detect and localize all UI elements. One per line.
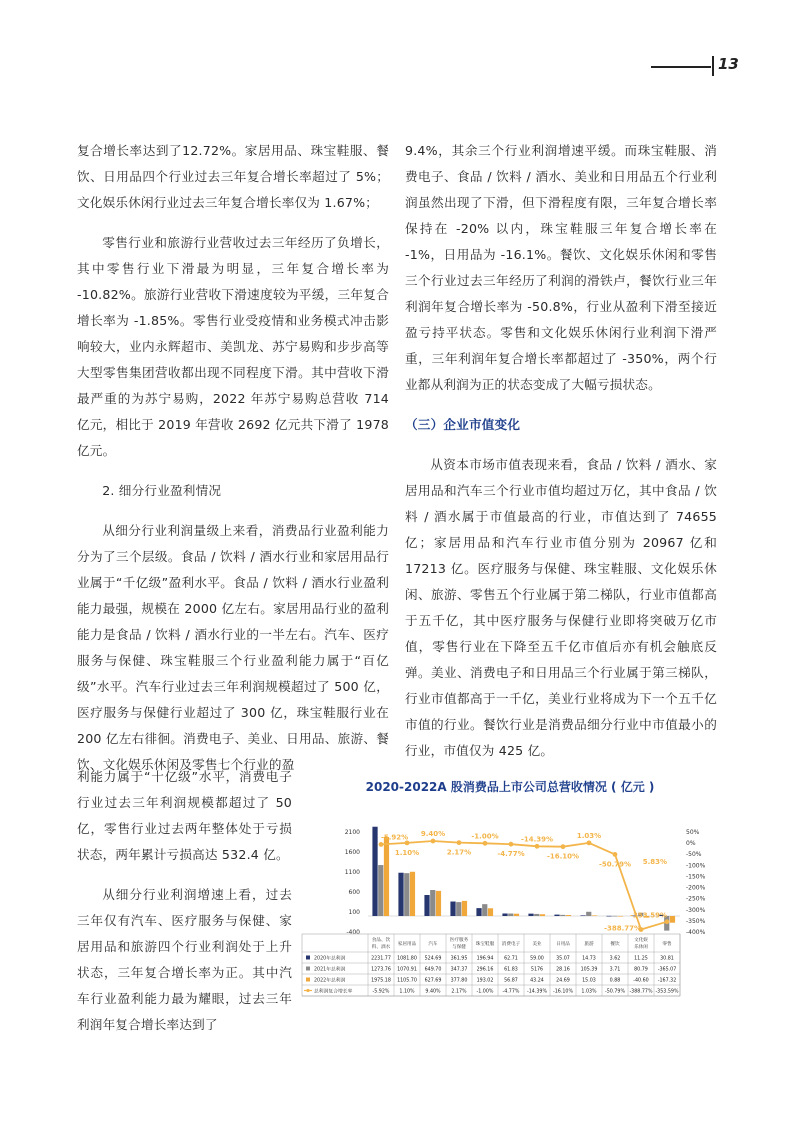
bar-2022-2 [436,891,441,916]
table-cell: 15.03 [582,978,596,984]
table-category-header: 日用品 [556,942,570,947]
table-cell: 35.07 [556,956,570,962]
table-cell: 0.88 [609,978,621,984]
bar-2022-11 [670,916,675,923]
bar-2021-7 [560,915,565,916]
table-cell: 30.81 [660,956,674,962]
table-cell: -167.32 [657,978,677,984]
legend-swatch-2 [306,978,310,982]
table-category-header: 汽车 [428,942,438,947]
left-paragraph-3b: 利能力属于“十亿级”水平，消费电子行业过去三年利润规模都超过了 50 亿，零售行业过去两年整体处于亏损状态，两年累计亏损高达 532.4 亿。 [77,769,292,862]
bar-2021-8 [586,912,591,916]
table-category-header: 珠宝鞋服 [475,942,495,947]
table-cell: 105.39 [580,967,598,973]
table-cell: 56.87 [504,978,518,984]
growth-rate-label-7: -16.10% [546,852,580,861]
y-left-tick-label: 100 [348,909,360,916]
table-cell: 43.24 [530,978,544,984]
table-cell: 524.69 [424,956,442,962]
bar-2020-2 [424,895,429,916]
table-cell: -353.59% [655,989,679,995]
growth-rate-point-9 [613,852,618,857]
table-cell: 2231.77 [371,956,391,962]
growth-rate-label-11: 5.83% [642,857,667,866]
y-right-tick-label: -350% [686,917,706,925]
table-cell: 11.25 [634,956,648,962]
table-cell: 296.16 [476,967,494,973]
table-cell: 3.62 [609,956,621,962]
bar-2020-5 [502,913,507,916]
table-cell: 347.37 [450,967,468,973]
y-right-tick-label: -400% [686,929,706,936]
left-paragraph-3: 从细分行业利润量级上来看，消费品行业盈利能力分为了三个层级。食品 / 饮料 / 酒水行业和家居用品行业属于“千亿级”盈利水平。食品 / 饮料 / 酒水行业盈利能力最强，规模在 2000 亿左右。家居用品行业的盈利能力是食品 / 饮料 / 酒水行业的一半左右。汽车、医疗服务与保健、珠宝鞋服三个行业盈利能力属于“百亿级”水平。汽车行业过去三年利润规模超过了 500 亿，医疗服务与保健行业超过了 300 亿，珠宝鞋服行业在 200 亿左右徘徊。消费电子、美业、日用品、旅游、餐饮、文化娱乐休闲及零售七个行业的盈 [77,523,389,772]
left-column-narrow [77,764,292,1052]
left-paragraph-1: 复合增长率达到了12.72%。家居用品、珠宝鞋服、餐饮、日用品四个行业过去三年复合增长率超过了 5%；文化娱乐休闲行业过去三年复合增长率仅为 1.67%； [77,143,389,210]
growth-rate-label-6: -14.39% [520,835,554,844]
table-cell: 80.79 [634,967,648,973]
right-paragraph-1: 9.4%，其余三个行业利润增速平缓。而珠宝鞋服、消费电子、食品 / 饮料 / 酒水、美业和日用品五个行业利润虽然出现了下滑，但下滑程度有限，三年复合增长率保持在 -20% 以内，珠宝鞋服三年复合增长率在 -1%，日用品为 -16.1%。餐饮、文化娱乐休闲和零售三个行业过去三年经历了利润的滑铁卢，餐饮行业三年利润年复合增长率为 -50.8%，行业从盈利下滑至接近盈亏持平状态。零售和文化娱乐休闲行业利润下滑严重，三年利润年复合增长率都超过了 -350%，两个行业都从利润为正的状态变成了大幅亏损状态。 [405,143,717,392]
table-cell: 59.00 [530,956,544,962]
table-cell: 14.73 [582,956,596,962]
table-category-header: 美业 [532,942,542,947]
bar-2020-7 [554,915,559,916]
right-column [405,138,717,778]
y-right-tick-label: -50% [686,851,702,859]
y-right-tick-label: -150% [686,873,706,881]
table-cell: 361.95 [450,956,468,962]
y-right-tick-label: 0% [686,840,696,848]
growth-rate-label-4: -1.00% [471,832,499,841]
bar-2021-9 [612,916,617,917]
table-cell: -365.07 [657,967,677,973]
growth-rate-point-7 [561,844,566,849]
y-right-tick-label: -250% [686,895,706,903]
bar-2022-9 [618,916,623,917]
bar-2022-5 [514,914,519,916]
legend-swatch-0 [306,956,310,960]
y-right-tick-label: -200% [686,884,706,892]
table-cell: -40.60 [633,978,649,984]
table-cell: 1273.76 [371,967,391,973]
left-paragraph-2: 零售行业和旅游行业营收过去三年经历了负增长，其中零售行业下滑最为明显，三年复合增长率为 -10.82%。旅游行业营收下滑速度较为平缓，三年复合增长率为 -1.85%。零售行业受疫情和业务模式冲击影响较大，业内永辉超市、美凯龙、苏宁易购和步步高等大型零售集团营收都出现不同程度下滑。其中营收下滑最严重的为苏宁易购，2022 年苏宁易购总营收 714 亿元，相比于 2019 年营收 2692 亿元共下滑了 1978 亿元。 [77,235,389,458]
table-cell: 377.80 [450,978,468,984]
y-left-tick-label: 1100 [344,869,360,876]
bar-2022-1 [410,872,415,916]
y-left-tick-label: -400 [346,929,360,936]
table-cell: 62.71 [504,956,518,962]
growth-rate-point-6 [535,844,540,849]
bar-2020-8 [580,915,585,916]
table-cell: -388.77% [629,989,653,995]
header-rule [651,66,711,68]
y-right-tick-label: -300% [686,906,706,914]
growth-rate-label-10: -388.77% [604,924,641,933]
legend-swatch-dot [306,989,309,992]
table-cell: 1070.91 [397,967,417,973]
table-cell: 2.17% [451,989,467,995]
right-paragraph-2: 从资本市场市值表现来看，食品 / 饮料 / 酒水、家居用品和汽车三个行业市值均超过万亿，其中食品 / 饮料 / 酒水属于市值最高的行业，市值达到了 74655 亿；家居用品和汽车行业市值分别为 20967 亿和 17213 亿。医疗服务与保健、珠宝鞋服、文化娱乐休闲、旅游、零售五个行业属于第二梯队，行业市值都高于五千亿，其中医疗服务与保健行业即将突破万亿市值，零售行业在下降至五千亿市值后亦有机会触底反弹。美业、消费电子和日用品三个行业属于第三梯队，行业市值都高于一千亿，美业行业将成为下一个五千亿市值的行业。餐饮行业是消费品细分行业中市值最小的行业，市值仅为 425 亿。 [405,457,717,758]
bar-2020-6 [528,914,533,916]
table-cell: -16.10% [552,989,574,995]
table-cell: 24.69 [556,978,570,984]
header-divider [712,56,714,76]
growth-rate-point-5 [509,842,514,847]
growth-rate-label-1: 1.10% [394,848,420,857]
growth-rate-point-11 [665,919,670,924]
growth-rate-point-8 [587,840,592,845]
table-category-header: 餐饮 [610,942,620,947]
bar-2022-3 [462,901,467,916]
bar-2021-6 [534,914,539,916]
y-left-tick-label: 1600 [344,849,360,856]
table-cell: -50.79% [604,989,626,995]
growth-rate-label-9: -50.79% [598,860,632,869]
table-cell: 196.94 [476,956,494,962]
bar-2020-9 [606,916,611,917]
growth-rate-point-2 [431,839,436,844]
bar-2021-0 [378,865,383,916]
revenue-chart [300,822,720,1052]
table-cell: 28.16 [556,967,570,973]
bar-2021-3 [456,902,461,916]
growth-rate-point-0 [379,842,384,847]
left-column [77,138,389,778]
table-category-header: 乐休闲 [634,945,648,950]
table-cell: -5.92% [372,989,390,995]
y-left-tick-label: 600 [348,889,360,896]
bar-2021-5 [508,914,513,916]
section-title: （三）企业市值变化 [405,417,521,432]
table-cell: 1105.70 [397,978,417,984]
bar-2021-1 [404,873,409,916]
legend-label-2: 2022年总利润 [314,978,346,984]
table-cell: -14.39% [526,989,548,995]
legend-swatch-1 [306,967,310,971]
growth-rate-point-3 [457,840,462,845]
subsection-heading: 2. 细分行业盈利情况 [102,483,222,498]
table-cell: 9.40% [425,989,441,995]
table-cell: 3.71 [609,967,621,973]
bar-2022-6 [540,914,545,916]
chart-title: 2020-2022A 股消费品上市公司总营收情况 ( 亿元 ) [365,780,655,794]
table-category-header: 零售 [662,942,672,947]
table-cell: 61.83 [504,967,518,973]
table-category-header: 旅游 [584,942,594,947]
table-cell: 1081.80 [397,956,417,962]
table-cell: 1.03% [581,989,597,995]
bar-2020-3 [450,902,455,916]
table-category-header: 料、酒水 [371,945,391,950]
legend-label-0: 2020年总利润 [314,956,346,962]
table-category-header: 消费电子 [501,942,521,947]
table-cell: -1.00% [476,989,494,995]
growth-rate-label-8: 1.03% [576,831,602,840]
growth-rate-label-5: -4.77% [497,850,525,859]
growth-rate-label-2: 9.40% [420,830,446,839]
bar-2022-4 [488,908,493,916]
bar-2020-4 [476,908,481,916]
table-category-header: 食品、饮 [371,938,391,943]
table-category-header: 医疗服务 [449,938,469,943]
y-left-tick-label: 2100 [344,829,360,836]
legend-label-1: 2021年总利润 [314,967,346,973]
bar-2021-4 [482,904,487,916]
y-right-tick-label: -100% [686,862,706,870]
bar-2022-0 [384,837,389,916]
table-cell: -4.77% [502,989,520,995]
bar-2020-1 [398,873,403,916]
bar-2022-8 [592,915,597,916]
bar-2020-0 [372,827,377,916]
table-category-header: 文化娱 [634,938,648,943]
table-cell: 1.10% [399,989,415,995]
table-category-header: 家居用品 [397,942,417,947]
growth-rate-point-4 [483,841,488,846]
table-cell: 649.70 [424,967,442,973]
growth-rate-label-0: -5.92% [381,833,409,842]
y-right-tick-label: 50% [686,829,700,836]
table-cell: 193.02 [476,978,494,984]
table-cell: 1975.18 [371,978,391,984]
growth-rate-label-3: 2.17% [446,848,472,857]
left-paragraph-4: 从细分行业利润增速上看，过去三年仅有汽车、医疗服务与保健、家居用品和旅游四个行业利润处于上升状态，三年复合增长率为正。其中汽车行业盈利能力最为耀眼，过去三年利润年复合增长率达到了 [77,887,292,1032]
bar-2022-7 [566,915,571,916]
table-category-header: 与保健 [452,945,466,950]
page-number: 13 [718,55,739,73]
growth-rate-label-12: -353.59% [630,911,667,920]
table-cell: 5176 [530,967,544,973]
bar-2021-2 [430,890,435,916]
table-cell: 627.69 [424,978,442,984]
legend-label-3: 总利润复合增长率 [314,989,353,995]
